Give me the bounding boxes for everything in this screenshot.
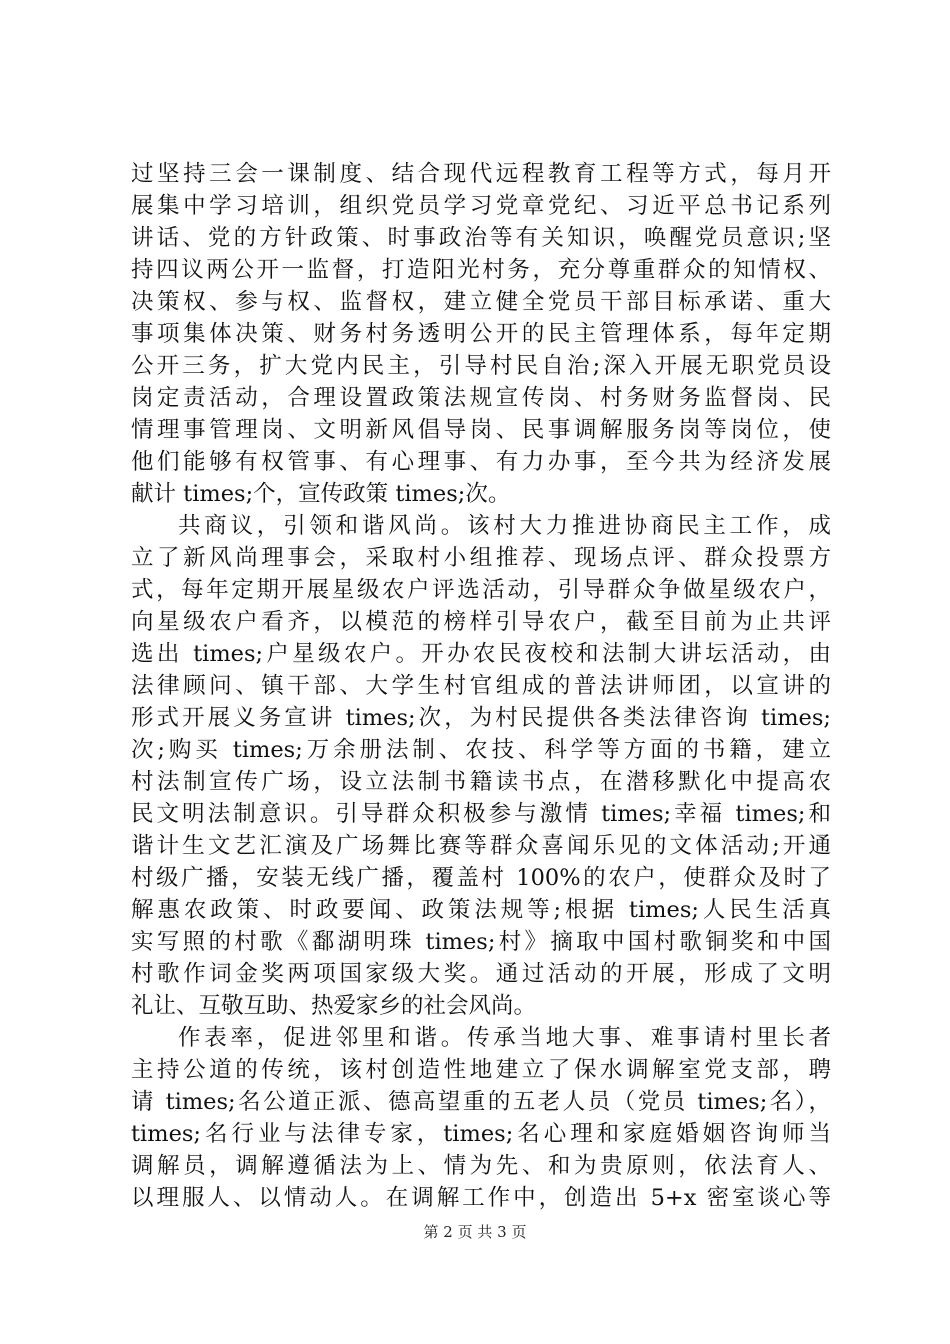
text-line: 村级广播，安装无线广播，覆盖村 100%的农户，使群众及时了: [131, 865, 831, 891]
text-line: 形式开展义务宣讲 times;次，为村民提供各类法律咨询 times;: [131, 705, 831, 731]
text-line: 次;购买 times;万余册法制、农技、科学等方面的书籍，建立: [131, 737, 831, 763]
text-line: 村法制宣传广场，设立法制书籍读书点，在潜移默化中提高农: [131, 769, 831, 795]
text-line: 公开三务，扩大党内民主，引导村民自治;深入开展无职党员设: [131, 353, 831, 379]
text-line: 岗定责活动，合理设置政策法规宣传岗、村务财务监督岗、民: [131, 385, 831, 411]
text-line: 谐计生文艺汇演及广场舞比赛等群众喜闻乐见的文体活动;开通: [131, 833, 831, 859]
text-line: 事项集体决策、财务村务透明公开的民主管理体系，每年定期: [131, 321, 831, 347]
paragraph-start-line: 作表率，促进邻里和谐。传承当地大事、难事请村里长者: [178, 1025, 831, 1051]
text-line: 过坚持三会一课制度、结合现代远程教育工程等方式，每月开: [131, 161, 831, 187]
text-line: 法律顾问、镇干部、大学生村官组成的普法讲师团，以宣讲的: [131, 673, 831, 699]
text-line: 以理服人、以情动人。在调解工作中，创造出 5+x 密室谈心等: [131, 1185, 831, 1211]
text-line: 解惠农政策、时政要闻、政策法规等;根据 times;人民生活真: [131, 897, 831, 923]
text-line: 村歌作词金奖两项国家级大奖。通过活动的开展，形成了文明: [131, 961, 831, 987]
text-line: 式，每年定期开展星级农户评选活动，引导群众争做星级农户，: [131, 577, 831, 603]
text-line: 展集中学习培训，组织党员学习党章党纪、习近平总书记系列: [131, 193, 831, 219]
text-line: 调解员，调解遵循法为上、情为先、和为贵原则，依法育人、: [131, 1153, 831, 1179]
text-line: 决策权、参与权、监督权，建立健全党员干部目标承诺、重大: [131, 289, 831, 315]
text-line: 献计 times;个，宣传政策 times;次。: [131, 481, 511, 507]
text-line: 向星级农户看齐，以模范的榜样引导农户，截至目前为止共评: [131, 609, 831, 635]
text-line: 请 times;名公道正派、德高望重的五老人员（党员 times;名），: [131, 1089, 831, 1115]
text-line: 情理事管理岗、文明新风倡导岗、民事调解服务岗等岗位，使: [131, 417, 831, 443]
text-line: 礼让、互敬互助、热爱家乡的社会风尚。: [131, 993, 537, 1019]
paragraph-start-line: 共商议，引领和谐风尚。该村大力推进协商民主工作，成: [178, 513, 831, 539]
text-line: 民文明法制意识。引导群众积极参与激情 times;幸福 times;和: [131, 801, 831, 827]
text-line: 主持公道的传统，该村创造性地建立了保水调解室党支部，聘: [131, 1057, 831, 1083]
text-line: 选出 times;户星级农户。开办农民夜校和法制大讲坛活动，由: [131, 641, 831, 667]
page-number-footer: 第 2 页 共 3 页: [423, 1223, 527, 1241]
text-line: 他们能够有权管事、有心理事、有力办事，至今共为经济发展: [131, 449, 831, 475]
text-line: times;名行业与法律专家，times;名心理和家庭婚姻咨询师当: [131, 1121, 831, 1147]
text-line: 立了新风尚理事会，采取村小组推荐、现场点评、群众投票方: [131, 545, 831, 571]
body-text: [131, 158, 831, 1214]
text-line: 持四议两公开一监督，打造阳光村务，充分尊重群众的知情权、: [131, 257, 831, 283]
text-line: 讲话、党的方针政策、时事政治等有关知识，唤醒党员意识;坚: [131, 225, 831, 251]
text-line: 实写照的村歌《鄱湖明珠 times;村》摘取中国村歌铜奖和中国: [131, 929, 831, 955]
